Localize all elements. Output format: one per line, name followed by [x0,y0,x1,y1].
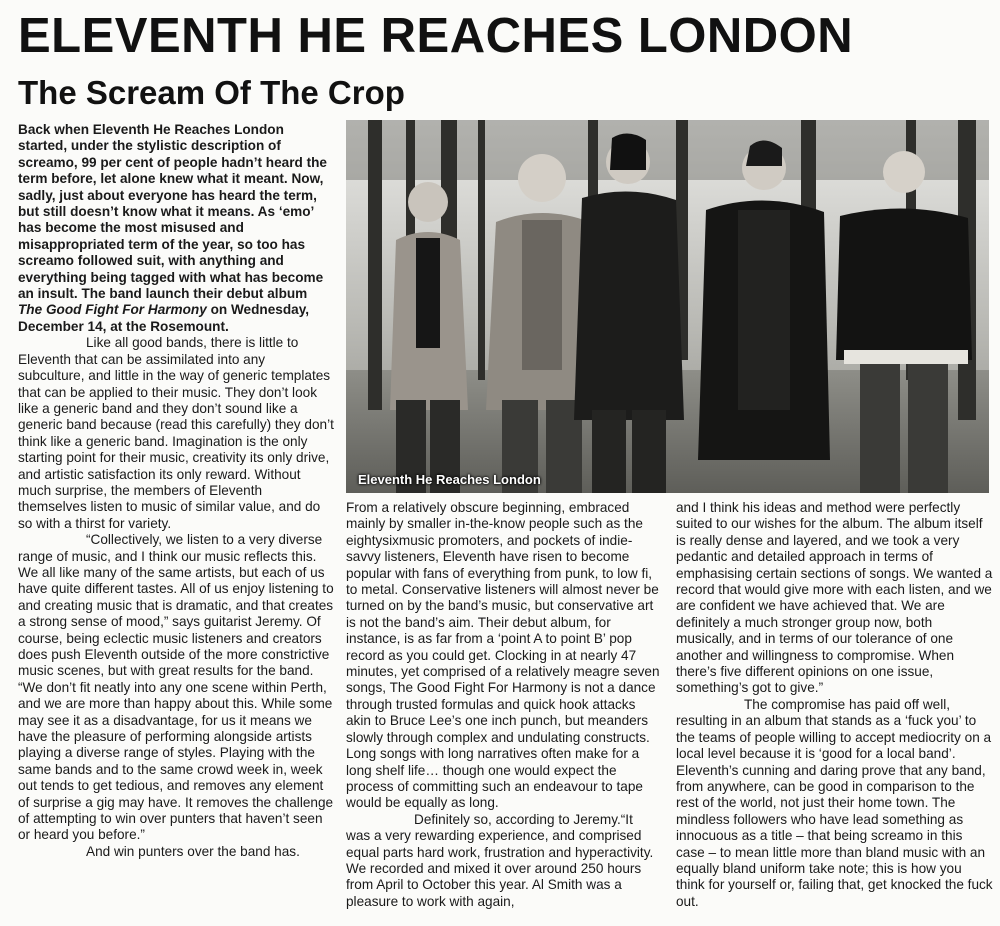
paragraph: and I think his ideas and method were perfectly suited to our wishes for the album. The album itself is really dense and layered, and we took a very pedantic and detailed approach in terms of emphasising certain sections of songs. We wanted a record that would give more with each listen, and we are confident we have achieved that. We are definitely a much stronger group now, both musically, and in terms of our tolerance of one another and willingness to compromise. When there’s five different opinions on one issue, something’s got to give.” [676,500,993,696]
band-photo [346,120,989,493]
lede-text-start: Back when Eleventh He Reaches London started, under the stylistic description of screamo, 99 per cent of people hadn’t heard the term before, let alone knew what it meant. Now, sadly, just about everyone has heard the term, but still doesn’t know what it means. As ‘emo’ has become the most misused and misappropriated term of the year, so too has screamo followed suit, with anything and everything being tagged with what has become an insult. The band launch their debut album [18,122,327,302]
subheadline: The Scream Of The Crop [18,74,405,111]
article-column-2 [346,500,660,910]
lede-paragraph [18,122,334,335]
paragraph: The compromise has paid off well, resulting in an album that stands as a ‘fuck you’ to the teams of people willing to accept mediocrity on a local level because it is ‘good for a local band’. Eleventh’s cunning and daring prove that any band, from anywhere, can be good in comparison to the rest of the world, not just their home town. The mindless followers who have lead something as innocuous as a title – that being screamo in this case – to mean little more than bland music with an equally bland uniform take note; this is how you think for yourself or, failing that, get knocked the fuck out. [676,696,993,909]
article-column-1 [18,122,334,860]
paragraph: Definitely so, according to Jeremy.“It was a very rewarding experience, and comprised equal parts hard work, frustration and hyperactivity. We recorded and mixed it over around 250 hours from April to October this year. Al Smith was a pleasure to work with again, [346,811,654,909]
lede-text-end: on Wednesday, December 14, at the Rosemount. [18,302,310,334]
article-column-3 [676,500,994,910]
paragraph: From a relatively obscure beginning, embraced mainly by smaller in-the-know people such as the eightysixmusic promoters, and pockets of indie-savvy listeners, Eleventh have risen to become popular with fans of everything from punk, to low fi, to metal. Conservative listeners will almost never be turned on by the band’s music, but conservative art is not the band’s aim. Their debut album, for instance, is as far from a ‘point A to point B’ pop record as you could get. Clocking in at nearly 47 minutes, yet comprised of a relatively meagre seven songs, The Good Fight For Harmony is not a dance through trusted formulas and quick hook attacks akin to Bruce Lee’s one inch punch, but meanders slowly through complex and undulating constructs. Long songs with long narratives often make for a long shelf life… though one would expect the process of committing such an endeavour to tape would be equally as long. [346,500,660,811]
headline: ELEVENTH HE REACHES LONDON [18,9,854,63]
band-photo-image [346,120,989,493]
paragraph: “Collectively, we listen to a very diverse range of music, and I think our music reflects this. We all like many of the same artists, but each of us have quite different tastes. All of us enjoy listening to and creating music that is dramatic, and that creates a strong sense of mood,” says guitarist Jeremy. Of course, being eclectic music listeners and creators does push Eleventh outside of the more constrictive music scenes, but with great results for the band. “We don’t fit neatly into any one scene within Perth, and we are more than happy about this. While some may see it as a disadvantage, for us it means we have the pleasure of performing alongside artists playing a diverse range of styles. Playing with the same bands and to the same crowd week in, week out tends to get tedious, and removes any element of surprise a gig may have. It removes the challenge of attempting to win over punters that haven’t seen or heard you before.” [18,532,334,843]
album-title: The Good Fight For Harmony [18,302,207,318]
paragraph: Like all good bands, there is little to Eleventh that can be assimilated into any subculture, and little in the way of generic templates that can be applied to their music. They don’t look like a generic band and they don’t sound like a generic band because (read this carefully) they don’t think like a generic band. Imagination is the only starting point for their music, creativity its only drive, and artistic satisfaction its only reward. Without much surprise, the members of Eleventh themselves listen to music of similar value, and do so with a thirst for variety. [18,335,334,531]
paragraph: And win punters over the band has. [86,843,300,859]
photo-caption: Eleventh He Reaches London [358,472,541,487]
